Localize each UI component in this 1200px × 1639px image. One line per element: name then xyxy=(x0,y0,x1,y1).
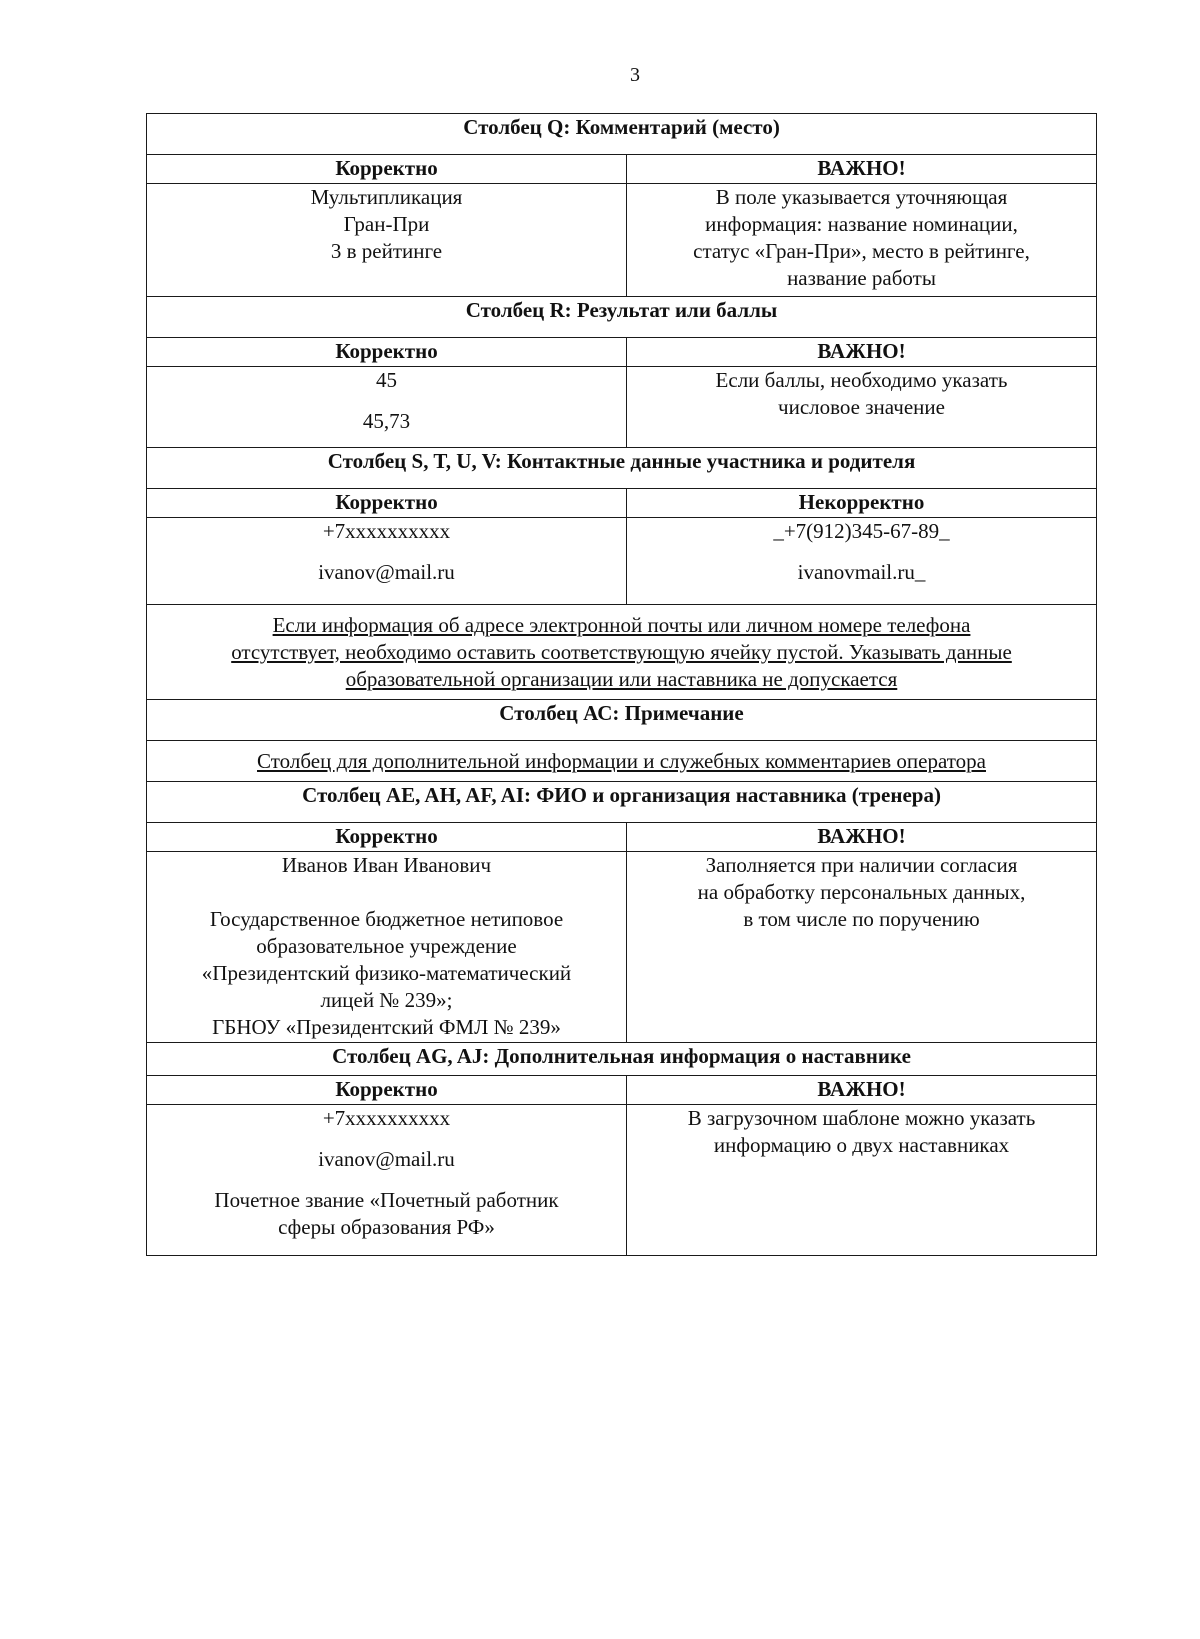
cell-correct-ag xyxy=(147,1105,627,1256)
text-line: в том числе по поручению xyxy=(743,907,980,931)
text-line: ivanov@mail.ru xyxy=(318,1147,455,1171)
section-title-r: Столбец R: Результат или баллы xyxy=(147,297,1097,338)
cell-correct-q xyxy=(147,184,627,297)
text-line: образовательное учреждение xyxy=(256,934,517,958)
note-ac xyxy=(147,741,1097,782)
cell-correct-r xyxy=(147,367,627,448)
header-important: ВАЖНО! xyxy=(627,823,1097,852)
text-line: Почетное звание «Почетный работник xyxy=(214,1188,559,1212)
header-correct: Корректно xyxy=(147,1076,627,1105)
header-important: ВАЖНО! xyxy=(627,155,1097,184)
section-title-ag: Столбец AG, AJ: Дополнительная информация о наставнике xyxy=(147,1043,1097,1076)
text-line: ivanovmail.ru_ xyxy=(797,560,926,584)
text-line: Если баллы, необходимо указать xyxy=(715,368,1008,392)
header-correct: Корректно xyxy=(147,823,627,852)
section-title-q: Столбец Q: Комментарий (место) xyxy=(147,114,1097,155)
section-title-ae: Столбец AE, AH, AF, AI: ФИО и организация наставника (тренера) xyxy=(147,782,1097,823)
text-line: Мультипликация xyxy=(310,185,463,209)
text-line: Гран-При xyxy=(343,212,430,236)
text-line: В поле указывается уточняющая xyxy=(715,185,1008,209)
text-line: Иванов Иван Иванович xyxy=(281,853,492,877)
cell-important-q xyxy=(627,184,1097,297)
cell-correct-ae xyxy=(147,852,627,1043)
cell-incorrect-stuv xyxy=(627,518,1097,605)
page-number: 3 xyxy=(630,64,640,86)
requirements-table xyxy=(146,113,1097,1256)
text-line: +7xxxxxxxxxx xyxy=(322,519,451,543)
text-line: «Президентский физико-математический xyxy=(201,961,572,985)
section-title-stuv: Столбец S, T, U, V: Контактные данные участника и родителя xyxy=(147,448,1097,489)
text-line: лицей № 239»; xyxy=(320,988,453,1012)
text-line: В загрузочном шаблоне можно указать xyxy=(687,1106,1036,1130)
header-incorrect: Некорректно xyxy=(627,489,1097,518)
text-line: отсутствует, необходимо оставить соответствующую ячейку пустой. Указывать данные xyxy=(231,639,1012,664)
text-line: _+7(912)345-67-89_ xyxy=(773,519,950,543)
section-title-ac: Столбец АС: Примечание xyxy=(147,700,1097,741)
text-line: +7xxxxxxxxxx xyxy=(322,1106,451,1130)
text-line: сферы образования РФ» xyxy=(278,1215,495,1239)
text-line: информацию о двух наставниках xyxy=(713,1133,1010,1157)
cell-correct-stuv xyxy=(147,518,627,605)
text-line: 45 xyxy=(376,368,397,392)
text-line: Если информация об адресе электронной почты или личном номере телефона xyxy=(272,612,971,637)
text-line: информация: название номинации, xyxy=(705,212,1018,236)
cell-important-ae xyxy=(627,852,1097,1043)
header-correct: Корректно xyxy=(147,489,627,518)
header-important: ВАЖНО! xyxy=(627,338,1097,367)
text-line: название работы xyxy=(787,266,936,290)
text-line: образовательной организации или наставника не допускается xyxy=(345,666,898,691)
text-line: статус «Гран-При», место в рейтинге, xyxy=(693,239,1030,263)
header-correct: Корректно xyxy=(147,338,627,367)
text-line: 3 в рейтинге xyxy=(330,239,443,263)
header-correct: Корректно xyxy=(147,155,627,184)
text-line: на обработку персональных данных, xyxy=(697,880,1026,904)
text-line: Столбец для дополнительной информации и служебных комментариев оператора xyxy=(257,748,986,773)
text-line: ГБНОУ «Президентский ФМЛ № 239» xyxy=(212,1015,561,1039)
text-line: Заполняется при наличии согласия xyxy=(705,853,1018,877)
text-line: Государственное бюджетное нетиповое xyxy=(209,907,564,931)
cell-important-r xyxy=(627,367,1097,448)
cell-important-ag xyxy=(627,1105,1097,1256)
note-stuv xyxy=(147,605,1097,700)
text-line: 45,73 xyxy=(362,409,411,433)
text-line: числовое значение xyxy=(778,395,945,419)
header-important: ВАЖНО! xyxy=(627,1076,1097,1105)
text-line: ivanov@mail.ru xyxy=(318,560,455,584)
